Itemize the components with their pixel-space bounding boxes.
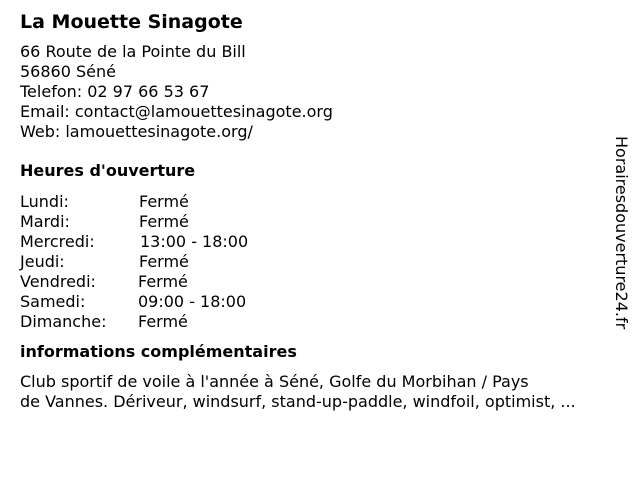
business-card (20, 8, 620, 412)
phone-number: Telefon: 02 97 66 53 67 (20, 82, 210, 101)
day-hours: Fermé (138, 272, 188, 291)
hours-row-jeudi (20, 252, 620, 272)
day-label: Mercredi: (20, 232, 95, 251)
day-hours: 09:00 - 18:00 (138, 292, 247, 311)
day-label: Samedi: (20, 292, 86, 311)
description-line-1: Club sportif de voile à l'année à Séné, Golfe du Morbihan / Pays (20, 372, 529, 391)
site-watermark: Horairesdouverture24.fr (612, 136, 631, 330)
day-label: Jeudi: (20, 252, 65, 271)
day-label: Vendredi: (20, 272, 96, 291)
hours-row-mardi (20, 212, 620, 232)
business-name: La Mouette Sinagote (20, 11, 243, 33)
day-label: Lundi: (20, 192, 69, 211)
hours-row-mercredi (20, 232, 620, 252)
opening-hours-table (20, 192, 620, 332)
description-line-2: de Vannes. Dériveur, windsurf, stand-up-paddle, windfoil, optimist, ... (20, 392, 576, 411)
day-hours: 13:00 - 18:00 (140, 232, 249, 251)
day-hours: Fermé (138, 312, 188, 331)
hours-row-dimanche (20, 312, 620, 332)
email-address: Email: contact@lamouettesinagote.org (20, 102, 333, 121)
additional-info-heading: informations complémentaires (20, 342, 297, 361)
hours-row-vendredi (20, 272, 620, 292)
day-label: Mardi: (20, 212, 70, 231)
day-label: Dimanche: (20, 312, 107, 331)
opening-hours-heading: Heures d'ouverture (20, 161, 196, 180)
day-hours: Fermé (139, 192, 189, 211)
day-hours: Fermé (139, 212, 189, 231)
hours-row-lundi (20, 192, 620, 212)
description (20, 372, 630, 412)
hours-row-samedi (20, 292, 620, 312)
address-line-2: 56860 Séné (20, 62, 116, 81)
address-line-1: 66 Route de la Pointe du Bill (20, 42, 246, 61)
contact-info (20, 42, 620, 142)
day-hours: Fermé (139, 252, 189, 271)
website: Web: lamouettesinagote.org/ (20, 122, 253, 141)
